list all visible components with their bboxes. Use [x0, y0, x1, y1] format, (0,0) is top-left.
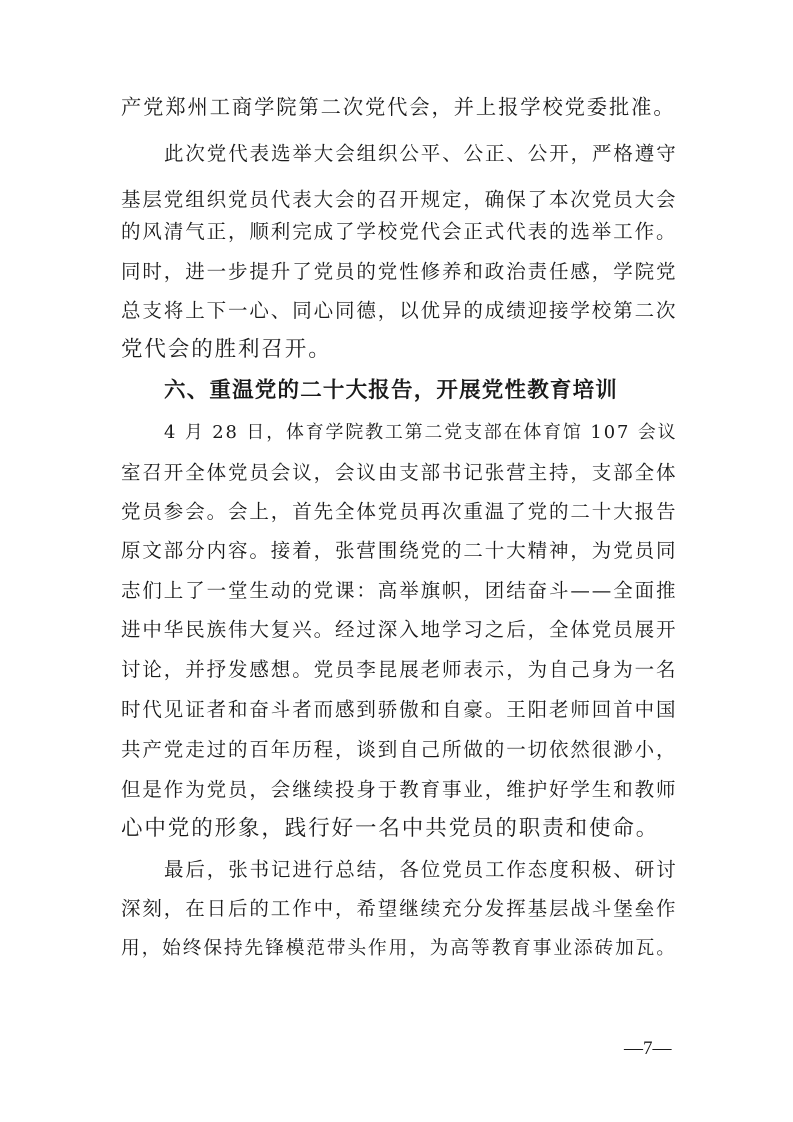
text-line: 志们上了一堂生动的党课：高举旗帜，团结奋斗——全面推: [121, 579, 678, 602]
page-number: —7—: [624, 1038, 672, 1059]
text-line: 原文部分内容。接着，张营围绕党的二十大精神，为党员同: [121, 539, 678, 562]
text-line: 同时，进一步提升了党员的党性修养和政治责任感，学院党: [121, 260, 678, 283]
text-line: 的风清气正，顺利完成了学校党代会正式代表的选举工作。: [121, 220, 678, 243]
text-line: 用，始终保持先锋模范带头作用，为高等教育事业添砖加瓦。: [121, 938, 677, 959]
text-line: 党代会的胜利召开。: [121, 337, 332, 362]
text-line: 党员参会。会上，首先全体党员再次重温了党的二十大报告: [121, 500, 678, 523]
text-line: 基层党组织党员代表大会的召开规定，确保了本次党员大会: [121, 188, 678, 211]
paragraph-start-line: 4 月 28 日，体育学院教工第二党支部在体育馆 107 会议: [164, 422, 678, 443]
text-line: 心中党的形象，践行好一名中共党员的职责和使命。: [121, 816, 660, 841]
text-line: 讨论，并抒发感想。党员李昆展老师表示，为自己身为一名: [121, 658, 678, 681]
text-line: 总支将上下一心、同心同德，以优异的成绩迎接学校第二次: [121, 299, 678, 322]
text-line: 进中华民族伟大复兴。经过深入地学习之后，全体党员展开: [121, 618, 678, 641]
text-line: 时代见证者和奋斗者而感到骄傲和自豪。王阳老师回首中国: [121, 698, 678, 721]
text-line: 共产党走过的百年历程，谈到自己所做的一切依然很渺小，: [121, 738, 678, 761]
text-line: 深刻，在日后的工作中，希望继续充分发挥基层战斗堡垒作: [121, 897, 678, 920]
paragraph-start-line: 此次党代表选举大会组织公平、公正、公开，严格遵守: [164, 142, 678, 165]
paragraph-start-line: 最后，张书记进行总结，各位党员工作态度积极、研讨: [164, 858, 678, 881]
section-heading: 六、重温党的二十大报告，开展党性教育培训: [164, 378, 619, 403]
text-line: 室召开全体党员会议，会议由支部书记张营主持，支部全体: [121, 461, 678, 484]
text-line: 产党郑州工商学院第二次党代会，并上报学校党委批准。: [121, 95, 676, 119]
text-line: 但是作为党员，会继续投身于教育事业，维护好学生和教师: [121, 778, 678, 801]
